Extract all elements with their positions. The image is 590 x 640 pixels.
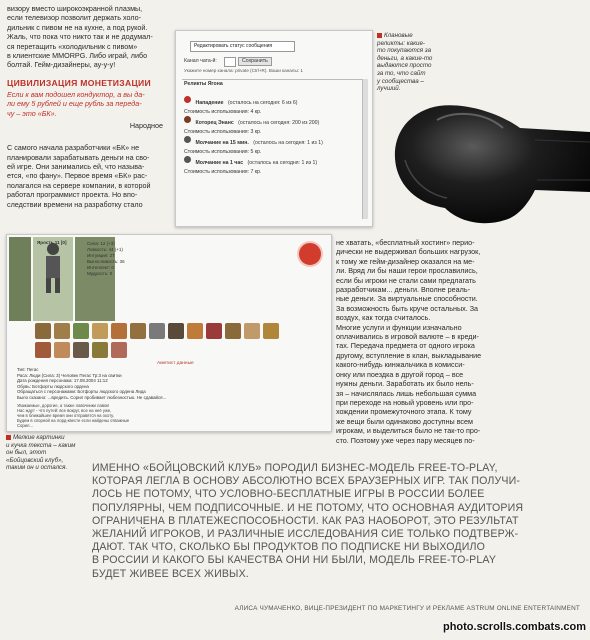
item-slot-icon[interactable]	[111, 342, 127, 358]
message-log	[17, 403, 317, 428]
relic-info: (осталось на сегодня: 200 из 200)	[238, 120, 320, 126]
text-line: дически не выдерживал больших нагрузок,	[336, 247, 481, 257]
relic-name: Которец Энанс	[195, 120, 234, 126]
text-line: болтай. Гейм-дизайнеры, ау-у-у!	[7, 60, 116, 70]
text-line: если телевизор позволит держать холо-	[7, 13, 142, 23]
relic-icon	[184, 96, 191, 103]
item-slot-icon[interactable]	[244, 323, 260, 339]
caption-line: таким он и остался.	[6, 464, 68, 472]
item-slot-icon[interactable]	[73, 342, 89, 358]
character-avatar-icon	[33, 237, 73, 297]
caption-line: реликты: какие-	[377, 39, 425, 47]
info-line: Обращаться с персонажами: Ботфорты людского ордена Лида	[17, 389, 146, 394]
caption-line: и кучка текста – каким	[6, 441, 76, 449]
game-screenshot	[6, 234, 332, 432]
item-slot-icon[interactable]	[92, 323, 108, 339]
quote-line: ПОПУЛЯРНЫ, ЧЕМ ПОДПИСОЧНЫЕ. И НЕ ПОТОМУ, ЧТО ОСНОВНАЯ АУДИТОРИЯ	[92, 501, 524, 514]
log-line: Уважаемые, дорогие, а также лавочники лавок!	[17, 403, 110, 408]
info-line: Тип: Пегас	[17, 367, 39, 372]
info-line: Раса: Люди (Сила: 3) Человек Пегас Тр:3 на свитки	[17, 372, 122, 378]
text-line: тах. Передача предмета от одного игрока	[336, 341, 475, 351]
items-header: Аметист данные	[157, 361, 194, 366]
left-column	[7, 4, 167, 209]
relics-section-title: Реликты Ягона	[184, 81, 223, 87]
caption-line: лучший.	[377, 85, 401, 93]
log-line: Будем в спорной на лорд-квесте если найдены отважные	[17, 418, 130, 423]
item-slot-icon[interactable]	[35, 342, 51, 358]
stat-line: Выносливость: 36	[87, 259, 125, 264]
caption-line: деньги, а какие-то	[377, 54, 433, 62]
caption-line: выдаются просто	[377, 62, 432, 70]
item-slot-icon[interactable]	[206, 323, 222, 339]
text-line: Жаль, что пока что никто так и не додумал-	[7, 32, 153, 42]
stat-line: Интеллект: 0	[87, 265, 114, 270]
intro-paragraph	[7, 4, 167, 70]
text-line: Многие услуги и функции изначально	[336, 322, 462, 332]
quote-line: ЛОСЬ НЕ ПОТОМУ, ЧТО УСЛОВНО-БЕСПЛАТНЫЕ ИГРЫ В РОССИИ БОЛЕЕ	[92, 488, 485, 501]
item-slot-icon[interactable]	[73, 323, 89, 339]
relic-info: (осталось на сегодня: 6 из 6)	[227, 100, 298, 106]
relic-cost: Стоимость использования: 4 кр.	[184, 109, 262, 115]
relic-cost: Стоимость использования: 7 кр.	[184, 169, 262, 175]
epigraph-attribution: Народное	[129, 120, 163, 130]
text-line: разработчикам... деньги. Вполне реаль-	[336, 285, 470, 295]
caption-line: у сообщества –	[377, 77, 424, 85]
text-line: онку или поездка в другой город – все	[336, 369, 464, 379]
caption-bullet-icon	[6, 435, 11, 440]
text-line: ли. Вряд ли бы наши герои прославились,	[336, 266, 478, 276]
item-slot-icon[interactable]	[168, 323, 184, 339]
text-line: планировали зарабатывать деньги на сво-	[7, 152, 150, 162]
game-caption	[6, 434, 86, 472]
text-line: к тому же гейм-дизайнер оказался на ме-	[336, 256, 475, 266]
log-line: Нас ждут - что путей: все вокруг, все на неё уже,	[17, 408, 112, 413]
channel-label: Канал чата-й:	[184, 58, 217, 64]
text-line: же вещи были одинаково доступны всем	[336, 416, 473, 426]
text-line: воздух, как тогда считалось.	[336, 313, 431, 323]
epigraph-line: ли ему 5 рублей и еще рубль за переда-	[7, 99, 142, 109]
text-line: игрокам, и выделиться было не так-то про-	[336, 426, 481, 436]
caption-bullet-icon	[377, 33, 382, 38]
info-line: Дата рождения персонажа: 17.08.2004 11:12	[17, 378, 108, 383]
quote-line: ИМЕННО «БОЙЦОВСКИЙ КЛУБ» ПОРОДИЛ БИЗНЕС-МОДЕЛЬ FREE-TO-PLAY,	[92, 462, 498, 474]
relic-name: Молчание на 15 мин.	[195, 140, 249, 146]
text-line: оплачивались в игровой валюте – в креди-	[336, 332, 479, 342]
text-line: хождении промежуточного этапа. К тому	[336, 407, 472, 417]
character-info	[17, 367, 317, 400]
relic-name: Молчание на 1 час	[195, 160, 244, 166]
right-column	[336, 238, 496, 445]
item-grid	[35, 323, 285, 358]
quote-line: ОГРАНИЧЕНА В ПЛАТЕЖЕСПОСОБНОСТИ. КАК РАЗ НАОБОРОТ, ЭТО РЕЗУЛЬТАТ	[92, 514, 519, 527]
quote-line: БУДЕТ ЖИВЕЕ ВСЕХ ЖИВЫХ.	[92, 567, 249, 580]
watermark: photo.scrolls.combats.com	[442, 621, 586, 633]
item-slot-icon[interactable]	[54, 342, 70, 358]
text-line: зя – начислялась лишь небольшая сумма	[336, 388, 477, 398]
text-line: другому, вступление в клан, выкладывание	[336, 350, 482, 360]
caption-line: Мелкие картинки	[13, 434, 65, 441]
item-slot-icon[interactable]	[54, 323, 70, 339]
text-line: полагался на сервере компании, в которой	[7, 180, 151, 190]
text-line: при переходе на новый уровень или про-	[336, 397, 474, 407]
info-line: Обувь: Ботфорты людского ордена	[17, 383, 89, 389]
caption-line: Клановые	[384, 32, 413, 39]
relic-icon	[184, 136, 191, 143]
text-line: сто. Поэтому уже через пару месяцев по-	[336, 435, 475, 445]
caption-line: за то, что сайт	[377, 69, 426, 77]
character-name: Ярость 11 [0]	[37, 240, 67, 245]
text-line: следствии времени на разработку стало	[7, 199, 143, 209]
text-line: ся перетащить «холодильник с пивом»	[7, 41, 138, 51]
boxing-glove-image	[345, 77, 590, 250]
text-line: какого-нибудь кинжальчика в комисси-	[336, 360, 465, 370]
item-slot-icon[interactable]	[111, 323, 127, 339]
quote-line: ДАЮТ. ТАК ЧТО, СКОЛЬКО БЫ ПРОДУКТОВ ПО ПОДПИСКЕ НИ ВЫХОДИЛО	[92, 541, 485, 554]
quote-line: КОТОРАЯ ЛЕГЛА В ОСНОВУ АБСОЛЮТНО ВСЕХ БРАУЗЕРНЫХ ИГР. ТАК ПОЛУЧИ-	[92, 475, 521, 488]
stat-line: Интуиция: 27	[87, 253, 115, 258]
caption-line: он был, этот	[6, 449, 47, 457]
text-line: работал программист проекта. Но впо-	[7, 190, 138, 200]
text-line: За возможность быть круче остальных. За	[336, 303, 479, 313]
text-line: дильник с пивом не на кухне, а под рукой.	[7, 22, 148, 32]
relic-info: (осталось на сегодня: 1 из 1)	[247, 160, 318, 166]
text-line: ные деньги. За виртуальные способности.	[336, 294, 478, 304]
clan-emblem-icon[interactable]	[297, 241, 323, 267]
relic-info: (осталось на сегодня: 1 из 1)	[253, 140, 323, 146]
text-line: если бы игроки не стали сами предлагать	[336, 275, 476, 285]
item-slot-icon[interactable]	[225, 323, 241, 339]
item-slot-icon[interactable]	[130, 323, 146, 339]
stats-list	[87, 241, 125, 277]
status-field[interactable]: Редактировать статус сообщения	[190, 41, 295, 52]
info-line: Было сказано: ...вредить. Сорил пробивает любезностью. Не сдавайся...	[17, 394, 167, 400]
epigraph	[7, 90, 167, 118]
item-slot-icon[interactable]	[149, 323, 165, 339]
item-slot-icon[interactable]	[187, 323, 203, 339]
relic-row[interactable]	[184, 151, 366, 176]
relic-name: Нападение	[195, 100, 224, 106]
relic-cost: Стоимость использования: 5 кр.	[184, 149, 262, 155]
text-line: нужны деньги. Заработать их было нель-	[336, 379, 474, 389]
stat-line: Сила: 12 (+3)	[87, 241, 115, 246]
channel-hint: Укажите номер канала: private (Ctrl+R). Ваши каналы: 1	[184, 68, 303, 73]
save-button[interactable]: Сохранить	[238, 57, 272, 66]
stat-line: Ловкость: 44 (+1)	[87, 247, 123, 252]
text-line: не хватать, «бесплатный хостинг» перио-	[336, 238, 475, 247]
quote-line: В РОССИИ И КАКОГО БЫ КАЧЕСТВА ОНИ НИ БЫЛИ, МОДЕЛЬ FREE-TO-PLAY	[92, 554, 497, 567]
channel-input[interactable]	[224, 57, 236, 67]
text-line: визору вместо широкоэкранной плазмы,	[7, 4, 143, 13]
text-line: С самого начала разработчики «БК» не	[7, 143, 140, 153]
epigraph-line: Если к вам подошел кондуктор, а вы да-	[7, 90, 145, 100]
stat-line: Мудрость: 0	[87, 271, 113, 276]
relic-icon	[184, 116, 191, 123]
item-slot-icon[interactable]	[35, 323, 51, 339]
item-slot-icon[interactable]	[92, 342, 108, 358]
relics-screenshot	[175, 30, 373, 227]
caption-line: «Бойцовский клуб»,	[6, 456, 64, 464]
text-line: ей игре. Они занимались ей, что называ-	[7, 162, 145, 172]
character-panel[interactable]	[33, 237, 73, 321]
divider	[182, 79, 366, 80]
quote-attribution: АЛИСА ЧУМАЧЕНКО, ВИЦЕ-ПРЕЗИДЕНТ ПО МАРКЕТИНГУ И РЕКЛАМЕ ASTRUM ONLINE ENTERTAINMENT	[234, 605, 580, 612]
section-heading: ЦИВИЛИЗАЦИЯ МОНЕТИЗАЦИИ	[7, 77, 151, 88]
inventory-strip	[9, 237, 31, 321]
relic-icon	[184, 156, 191, 163]
log-line: Сорил...	[17, 423, 33, 428]
caption-line: то покупаются за	[377, 47, 432, 55]
text-line: в клиентские MMORPG. Либо играй, либо	[7, 51, 148, 61]
quote-line: ЖЕЛАНИЙ ИГРОКОВ, И РАЗЛИЧНЫЕ ИССЛЕДОВАНИЯ СИЕ ТОЛЬКО ПОДТВЕРЖ-	[92, 528, 519, 541]
body-paragraph	[7, 143, 167, 209]
relic-cost: Стоимость использования: 3 кр.	[184, 129, 262, 135]
text-line: ется, «по фану». Первое время «БК» рас-	[7, 171, 148, 181]
item-slot-icon[interactable]	[263, 323, 279, 339]
log-line: чем в ближайшее время они отправятся на охоту.	[17, 413, 115, 418]
epigraph-line: чу – это «БК».	[7, 108, 57, 118]
pull-quote	[92, 462, 580, 581]
